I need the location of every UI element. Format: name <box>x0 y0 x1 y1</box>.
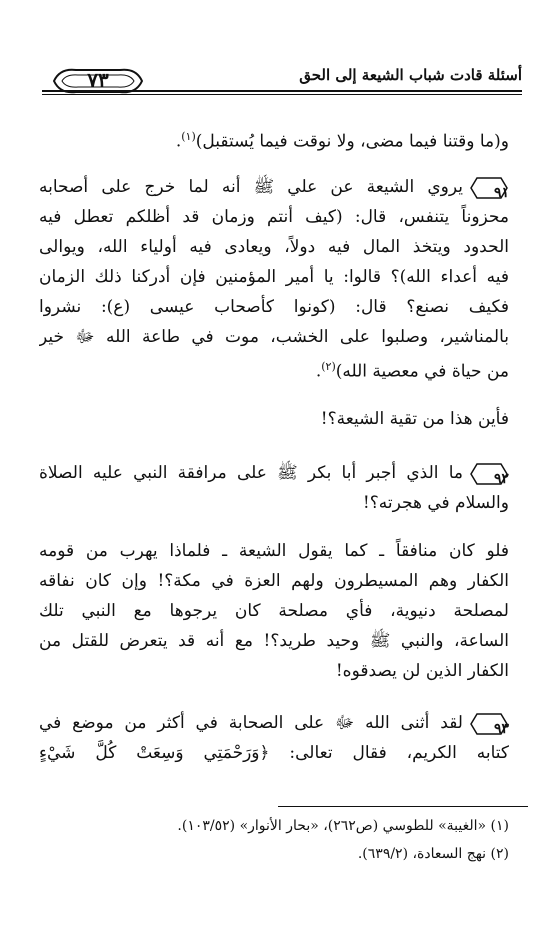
question-93 <box>39 708 509 768</box>
text-line: لمصلحة دنيوية، فأي مصلحة كان يرجوها مع النبي تلك <box>39 601 509 621</box>
text-line: بالمناشير، وصلبوا على الخشب، موت في طاعة الله ﷻ خير <box>39 327 509 347</box>
text-line: فكيف نصنع؟ قال: (كونوا كأصحاب عيسى (ع): نشروا <box>39 297 509 317</box>
text-line: محزوناً يتنفس، قال: (كيف أنتم وزمان قد أظلكم تعطل فيه <box>39 207 509 227</box>
text-line: فأين هذا من تقية الشيعة؟! <box>320 409 509 429</box>
footnote-ref-1: (١) <box>181 130 196 143</box>
question-92 <box>39 458 509 518</box>
question-91-followup <box>39 404 509 434</box>
text-line: الساعة، والنبي ﷺ وحيد طريد؟! مع أنه قد يتعرض للقتل من <box>39 631 509 651</box>
page-number-frame <box>50 64 146 98</box>
running-title: أسئلة قادت شباب الشيعة إلى الحق <box>299 66 522 84</box>
footnote-1: (١) «الغيبة» للطوسي (ص٢٦٢)، «بحار الأنوار» (١٠٣/٥٢). <box>177 818 509 834</box>
text-line: الحدود ويتخذ المال فيه دولاً، ويعادى فيه أولياء الله، ويوالى <box>39 237 509 257</box>
footnote-2: (٢) نهج السعادة، (٦٣٩/٢). <box>357 846 509 862</box>
page-number: ٧٣ <box>87 68 109 92</box>
text-line: ٩١ يروي الشيعة عن علي ﷺ أنه لما خرج على أصحابه <box>39 172 509 202</box>
question-92-paragraph <box>39 536 509 686</box>
footnote-ref-2: (٢) <box>321 360 336 373</box>
header-rule-thin <box>42 94 522 95</box>
question-number-badge: ٩٢ <box>469 461 509 487</box>
text-line: ٩٣ لقد أثنى الله ﷻ على الصحابة في أكثر من موضع في <box>39 708 509 738</box>
text-line: والسلام في هجرته؟! <box>362 493 509 513</box>
text-line: ٩٢ ما الذي أجبر أبا بكر ﷺ على مرافقة النبي عليه الصلاة <box>39 458 509 488</box>
text-line: فلو كان منافقاً ـ كما يقول الشيعة ـ فلماذا يهرب من قومه <box>39 541 509 561</box>
intro-paragraph <box>39 122 509 157</box>
text-line: الكفار وهم المسيطرون ولهم العزة في مكة؟! وإن كان نفاقه <box>39 571 509 591</box>
page-header <box>42 60 522 100</box>
text-line: كتابه الكريم، فقال تعالى: ﴿وَرَحْمَتِي وَسِعَتْ كُلَّ شَيْءٍ <box>39 743 509 763</box>
question-91 <box>39 172 509 387</box>
question-number-badge: ٩١ <box>469 175 509 201</box>
header-rule <box>42 90 522 92</box>
footnote-separator <box>278 806 528 807</box>
text-line: من حياة في معصية الله)$^{(٢)}$. <box>315 360 509 382</box>
footnotes <box>39 812 509 868</box>
text-line: الكفار الذين لن يصدقوه! <box>335 661 509 681</box>
intro-line: و(ما وقتنا فيما مضى، ولا نوقت فيما يُستقبل)$^{(١)}$. <box>175 130 509 152</box>
text-line: فيه أعداء الله)؟ قالوا: يا أمير المؤمنين فإن أدركنا ذلك الزمان <box>39 267 509 287</box>
question-number-badge: ٩٣ <box>469 711 509 737</box>
